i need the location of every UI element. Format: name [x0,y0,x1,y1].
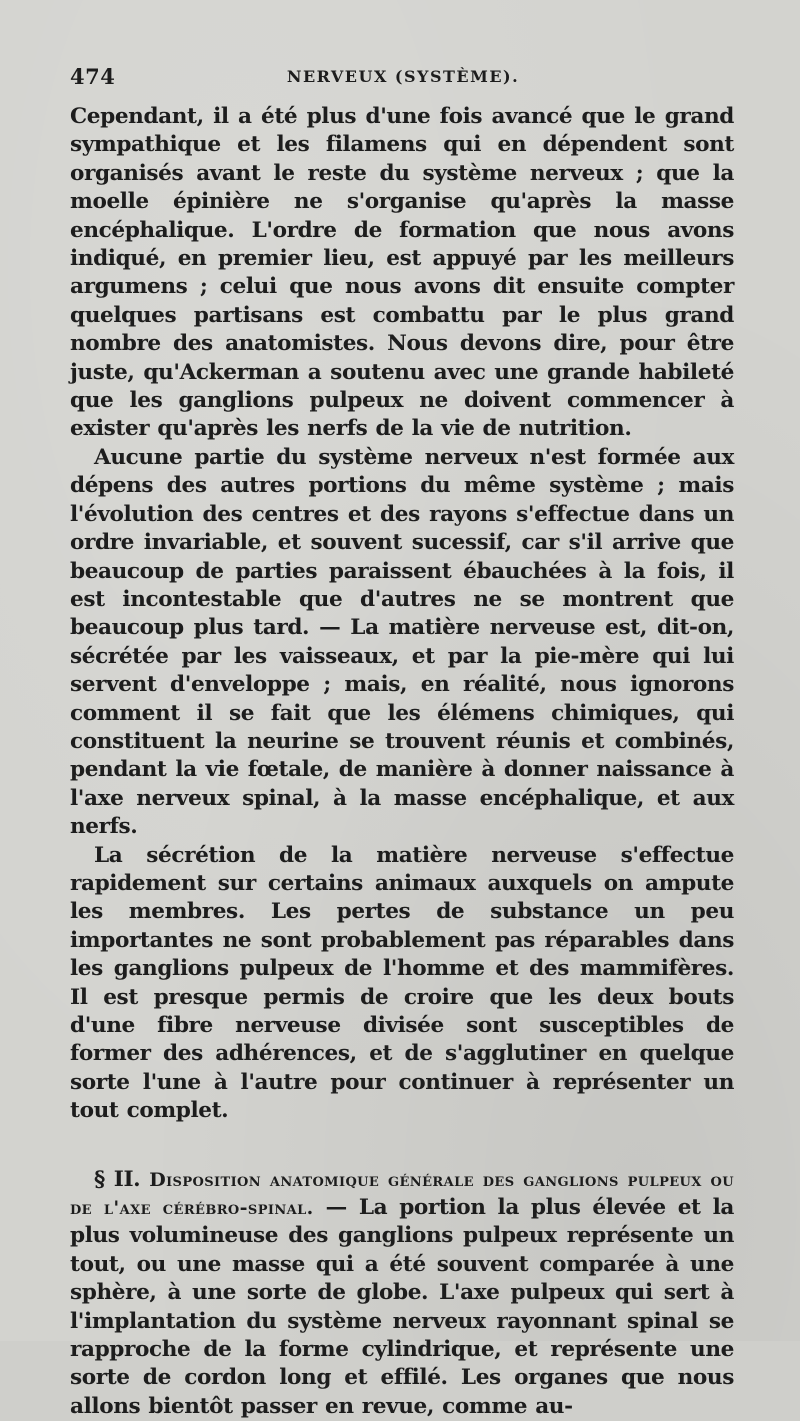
running-head: NERVEUX (SYSTÈME). [286,67,520,86]
paragraph-2: Aucune partie du système nerveux n'est formée aux dépens des autres portions du même système ; mais l'évolution des centres et des rayons s'effectue dans un ordre invariable, et souvent sucessif, car s'il arrive que beaucoup de parties paraissent ébauchées à la fois, il est incontestable que d'autres ne se montrent que beaucoup plus tard. — La matière nerveuse est, dit-on, sécrétée par les vaisseaux, et par la pie-mère qui lui servent d'enveloppe ; mais, en réalité, nous ignorons comment il se fait que les élémens chimiques, qui constituent la neurine se trouvent réunis et combinés, pendant la vie fœtale, de manière à donner naissance à l'axe nerveux spinal, à la masse encéphalique, et aux nerfs. [70,444,734,840]
page-header [70,64,736,94]
section-2-number: § II. [94,1166,141,1192]
section-2-paragraph [70,1166,734,1421]
paragraph-3: La sécrétion de la matière nerveuse s'effectue rapidement sur certains animaux auxquels on ampute les membres. Les pertes de substance un peu importantes ne sont probablement pas réparables dans les ganglions pulpeux de l'homme et des mammifères. Il est presque permis de croire que les deux bouts d'une fibre nerveuse divisée sont susceptibles de former des adhérences, et de s'agglutiner en quelque sorte l'une à l'autre pour continuer à représenter un tout complet. [70,842,734,1124]
section-2-text: — La portion la plus élevée et la plus volumineuse des ganglions pulpeux représente un tout, ou une masse qui a été souvent comparée à une sphère, à une sorte de globe. L'axe pulpeux qui sert à l'implantation du système nerveux rayonnant spinal se rapproche de la forme cylindrique, et représente une sorte de cordon long et effilé. Les organes que nous allons bientôt passer en revue, comme au- [70,1195,734,1419]
section-2-heading: Disposition anatomique générale des ganglions pulpeux ou de l'axe cérébro-spinal. [70,1168,735,1220]
paragraph-1: Cependant, il a été plus d'une fois avancé que le grand sympathique et les filamens qui en dépendent sont organisés avant le reste du système nerveux ; que la moelle épinière ne s'organise qu'après la masse encéphalique. L'ordre de formation que nous avons indiqué, en premier lieu, est appuyé par les meilleurs argumens ; celui que nous avons dit ensuite compter quelques partisans est combattu par le plus grand nombre des anatomistes. Nous devons dire, pour être juste, qu'Ackerman a soutenu avec une grande habileté que les ganglions pulpeux ne doivent commencer à exister qu'après les nerfs de la vie de nutrition. [70,104,734,442]
body-text [70,103,734,1421]
page-number: 474 [70,64,116,89]
section-spacer [70,1126,734,1166]
